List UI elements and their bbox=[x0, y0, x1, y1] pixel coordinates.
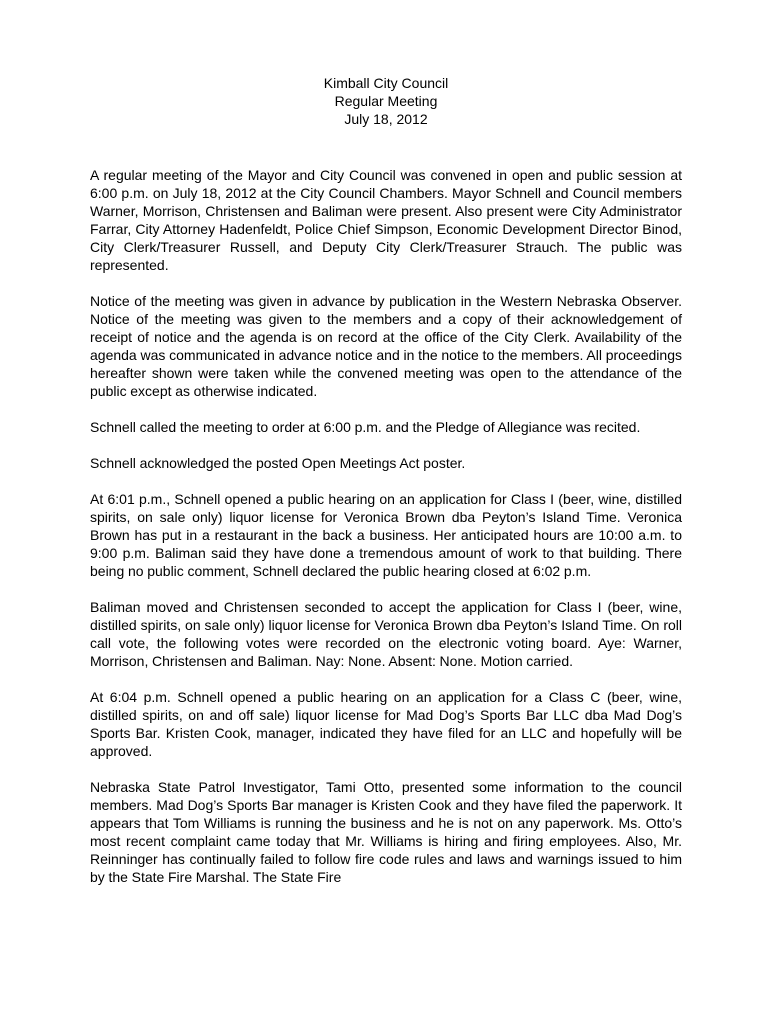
header-organization: Kimball City Council bbox=[323, 75, 449, 91]
paragraph-state-patrol: Nebraska State Patrol Investigator, Tami Otto, presented some information to the council members. Mad Dog’s Sports Bar manager is Kristen Cook and they have filed the paperwork. It appears that Tom Williams is running the business and he is not on any paperwork. Ms. Otto’s most recent complaint came today that Mr. Williams is hiring and firing employees. Also, Mr. Reinninger has continually failed to follow fire code rules and laws and warnings issued to him by the State Fire Marshal. The State Fire bbox=[90, 779, 682, 885]
header-meeting-type: Regular Meeting bbox=[334, 93, 438, 109]
paragraph-motion-class-i: Baliman moved and Christensen seconded to accept the application for Class I (beer, wine, distilled spirits, on sale only) liquor license for Veronica Brown dba Peyton’s Island Time. On roll call vote, the following votes were recorded on the electronic voting board. Aye: Warner, Morrison, Christensen and Baliman. Nay: None. Absent: None. Motion carried. bbox=[90, 599, 682, 669]
header-date: July 18, 2012 bbox=[344, 111, 428, 127]
paragraph-hearing-class-c: At 6:04 p.m. Schnell opened a public hearing on an application for a Class C (beer, wine, distilled spirits, on and off sale) liquor license for Mad Dog’s Sports Bar LLC dba Mad Dog’s Sports Bar. Kristen Cook, manager, indicated they have filed for an LLC and hopefully will be approved. bbox=[90, 689, 682, 759]
document-header bbox=[90, 74, 682, 128]
paragraph-notice: Notice of the meeting was given in advance by publication in the Western Nebraska Observer. Notice of the meeting was given to the members and a copy of their acknowledgement of receipt of notice and the agenda is on record at the office of the City Clerk. Availability of the agenda was communicated in advance notice and in the notice to the members. All proceedings hereafter shown were taken while the convened meeting was open to the attendance of the public except as otherwise indicated. bbox=[90, 293, 682, 399]
paragraph-call-to-order: Schnell called the meeting to order at 6:00 p.m. and the Pledge of Allegiance was recited. bbox=[90, 419, 641, 435]
document-page bbox=[90, 74, 682, 904]
paragraph-attendance: A regular meeting of the Mayor and City Council was convened in open and public session at 6:00 p.m. on July 18, 2012 at the City Council Chambers. Mayor Schnell and Council members Warner, Morrison, Christensen and Baliman were present. Also present were City Administrator Farrar, City Attorney Hadenfeldt, Police Chief Simpson, Economic Development Director Binod, City Clerk/Treasurer Russell, and Deputy City Clerk/Treasurer Strauch. The public was represented. bbox=[90, 167, 682, 273]
paragraph-open-meetings-act: Schnell acknowledged the posted Open Meetings Act poster. bbox=[90, 455, 466, 471]
paragraph-hearing-class-i: At 6:01 p.m., Schnell opened a public hearing on an application for Class I (beer, wine, distilled spirits, on sale only) liquor license for Veronica Brown dba Peyton’s Island Time. Veronica Brown has put in a restaurant in the back a business. Her anticipated hours are 10:00 a.m. to 9:00 p.m. Baliman said they have done a tremendous amount of work to that building. There being no public comment, Schnell declared the public hearing closed at 6:02 p.m. bbox=[90, 491, 682, 579]
